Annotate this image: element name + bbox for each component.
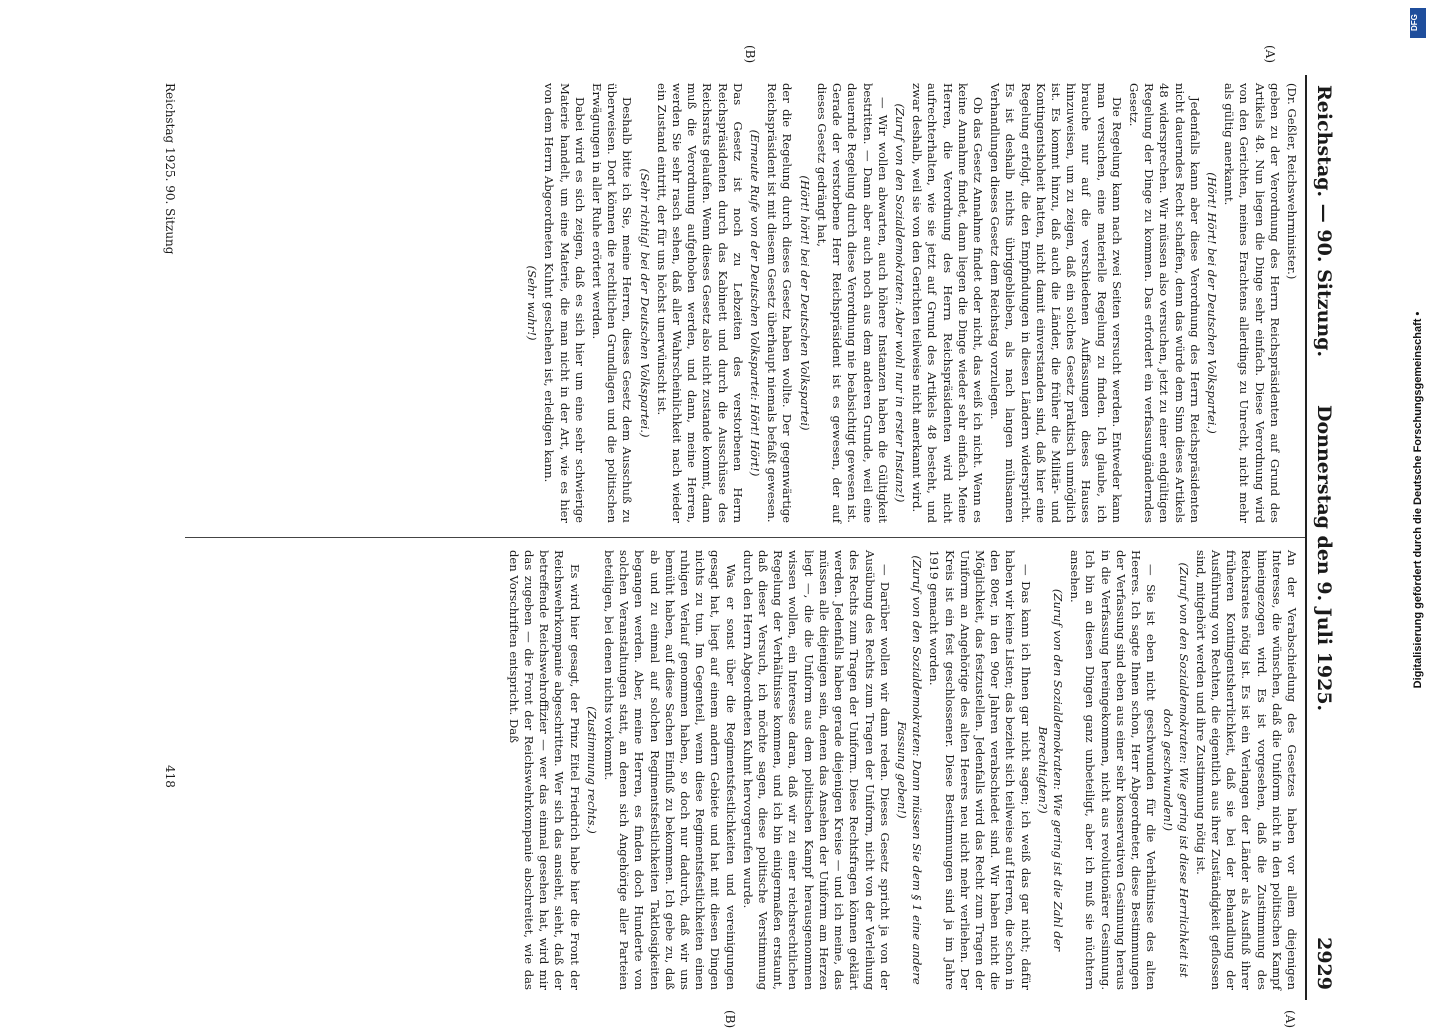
paragraph: geben zu der Verordnung des Herrn Reichspräsidenten auf Grund des Artikels 48. Nun liegen die Dinge sehr einfach. Diese Verordnung wird von den Gerichten, meines Erachtens allerdings zu Unrecht, nicht mehr als gültig anerkannt. (1222, 83, 1282, 523)
page-number: 2929 (1313, 937, 1335, 990)
paragraph: — Das kann ich Ihnen gar nicht sagen; ich weiß das gar nicht; dafür haben wir keine Listen; das bezieht sich teilweise auf Herren, die schon in den 80er, in den 90er Jahren verabschiedet sind. Wir haben nicht die Möglichkeit, das festzustellen. Jedenfalls wird das Recht zum Tragen der Uniform an Angehörige des alten Heeres neu nicht mehr verliehen. Der Kreis ist ein fest geschlossener. Diese Bestimmungen sind ja im Jahre 1919 gemacht worden. (927, 550, 1033, 990)
column-divider (185, 537, 1305, 538)
margin-mark-a-right: (A) (1283, 1010, 1297, 1028)
paragraph: — Wir wollen abwarten, auch höhere Instanzen haben die Gültigkeit bestritten. — Dann aber auch noch aus dem anderen Grunde, weil eine dauernde Regelung durch diese Verordnung nie beabsichtigt gewesen ist. Gerade der verstorbene Herr Reichspräsident ist es gewesen, der auf dieses Gesetz gedrängt hat, (814, 83, 890, 523)
digitization-credit: Digitalisierung gefördert durch die Deutsche Forschungsgemeinschaft • (1412, 311, 1424, 689)
paragraph: Die Regelung kann nach zwei Seiten versucht werden. Entweder kann man versuchen, eine materielle Regelung zu finden. Ich glaube, ich brauche nur auf die verschiedenen Auffassungen dieses Hauses hinzuweisen, um zu zeigen, daß ein solches Gesetz praktisch unmöglich ist. Es kommt hinzu, daß auch die Länder, die früher die Militär- und Kontingentshoheit hatten, nicht damit einverstanden sind, daß hier eine Regelung erfolgt, die den Empfindungen in diesen Ländern widerspricht. Es ist deshalb nichts übriggeblieben, als nach langen mühsamen Verhandlungen dieses Gesetz dem Reichstag vorzulegen. (988, 83, 1124, 523)
paragraph: Was er sonst über die Regimentsfestlichkeiten und vereinigungen gesagt hat, liegt auf einem andern Gebiete und hat mit diesen Dingen nichts zu tun. Im Gegenteil, wenn diese Regimentsfestlichkeiten einen ruhigen Verlauf genommen haben, so doch nur dadurch, daß wir uns bemüht haben, auf diese Sachen Einfluß zu bekommen. Ich gebe zu, daß ab und zu einmal auf solchen Regimentsfestlichkeiten Taktlosigkeiten begangen werden. Aber, meine Herren, es finden doch Hunderte von solchen Veranstaltungen statt, an denen sich Angehörige aller Parteien beteiligen, bei denen nichts vorkommt. (602, 550, 738, 990)
paragraph: An der Verabschiedung des Gesetzes haben vor allem diejenigen Interesse, die wünschen, daß die Uniform nicht in den politischen Kampf hineingezogen wird. Es ist vorgesehen, daß die Zustimmung des Reichsrates nötig ist. Es ist ein Verlangen der Länder als Ausfluß ihrer früheren Kontingentsherrlichkeit, daß sie bei der Behandlung der Ausführung von Rechten, die eigentlich aus ihrer Zuständigkeit geflossen sind, mitgehört werden und ihre Zustimmung nötig ist. (1193, 550, 1299, 990)
interjection: (Hört! hört! bei der Deutschen Volkspartei) (797, 175, 812, 431)
footer-sheet-number: 418 (163, 765, 177, 788)
interjection: (Zuruf von den Sozialdemokraten: Wie gering ist diese Herrlichkeit ist doch geschwunden!) (1161, 562, 1191, 978)
paragraph: Das Gesetz ist noch zu Lebzeiten des verstorbenen Herrn Reichspräsidenten durch das Kabinett und durch die Ausschüsse des Reichsrats gelaufen. Wenn dieses Gesetz also nicht zustande kommt, dann muß die Verordnung aufgehoben werden, und dann, meine Herren, werden Sie sehr rasch sehen, daß aller Wahrscheinlichkeit nach wieder ein Zustand eintritt, der für uns höchst unerwünscht ist. (654, 83, 745, 523)
interjection: (Zuruf von den Sozialdemokraten: Dann müssen Sie dem § 1 eine andere Fassung geben!) (894, 555, 925, 985)
interjection: (Erneute Rufe von der Deutschen Volkspartei: Hört! Hört!) (748, 129, 763, 477)
interjection: (Zuruf von den Sozialdemokraten: Aber wohl nur in erster Instanz!) (892, 103, 907, 503)
footer-session: Reichstag 1925. 90. Sitzung (163, 83, 177, 255)
margin-mark-a-left: (A) (1263, 45, 1277, 64)
interjection: (Sehr richtig! bei der Deutschen Volkspartei.) (637, 168, 652, 438)
paragraph: der die Regelung durch dieses Gesetz haben wollte. Der gegenwärtige Reichspräsident ist mit diesem Gesetz überhaupt niemals befaßt gewesen. (765, 83, 795, 523)
paragraph: — Sie ist eben nicht geschwunden für die Verhältnisse des alten Heeres. Ich sagte Ihnen schon, Herr Abgeordneter, diese Bestimmungen der Verfassung sind eben aus einer sehr konservativen Gesinnung heraus in die Verfassung hereingekommen, nicht aus revolutionärer Gesinnung. Ich bin an diesen Dingen ganz unbeteiligt, aber ich muß sie nüchtern ansehen. (1068, 550, 1159, 990)
paragraph: Deshalb bitte ich Sie, meine Herren, dieses Gesetz dem Ausschuß zu überweisen. Dort können die rechtlichen Grundlagen und die politischen Erwägungen in aller Ruhe erörtert werden. (590, 83, 635, 523)
header-session: Reichstag. — 90. Sitzung. (1313, 85, 1335, 358)
margin-mark-b-right: (B) (723, 1010, 737, 1028)
scanned-page (87, 45, 1337, 1028)
page-header (1309, 75, 1337, 1000)
interjection: (Sehr wahr!) (525, 265, 540, 341)
dfg-logo-label: DFG (1410, 14, 1419, 32)
margin-mark-b-left: (B) (743, 45, 757, 64)
paragraph: Dabei wird es sich zeigen, daß es sich hier um eine sehr schwierige Materie handelt, um eine Materie, die man nicht in der Art, wie es hier von dem Herrn Abgeordneten Kuhnt geschehen ist, erledigen kann. (542, 83, 587, 523)
interjection: (Zustimmung rechts.) (584, 706, 599, 834)
header-date: Donnerstag den 9. Juli 1925. (1313, 405, 1335, 712)
left-column (522, 83, 1299, 523)
paragraph: Ob das Gesetz Annahme findet oder nicht, das weiß ich nicht. Wenn es keine Annahme findet, dann liegen die Dinge wieder sehr einfach. Meine Herren, die Verordnung des Herrn Reichspräsidenten wird nicht aufrechterhalten, wie sie jetzt auf Grund des Artikels 48 besteht, und zwar deshalb, weil sie von den Gerichten teilweise nicht anerkannt wird. (910, 83, 985, 523)
right-column (504, 550, 1299, 990)
interjection: (Zuruf von den Sozialdemokraten: Wie gering ist die Zahl der Berechtigten?) (1035, 588, 1065, 952)
interjection: (Hört! Hört! bei der Deutschen Volkspartei.) (1204, 172, 1219, 434)
header-rule (1305, 75, 1307, 1000)
paragraph: Jedenfalls kann aber diese Verordnung des Herrn Reichspräsidenten nicht dauerndes Recht schaffen, denn das würde dem Sinn dieses Artikels 48 widersprechen. Wir müssen also versuchen, jetzt zu einer endgültigen Regelung der Dinge zu kommen. Das erfordert ein verfassungänderndes Gesetz. (1126, 83, 1202, 523)
paragraph: — Darüber wollen wir dann reden. Dieses Gesetz spricht ja von der Ausübung des Rechts zum Tragen der Uniform, nicht von der Verleihung des Rechts zum Tragen der Uniform. Diese Rechtsfragen können geklärt werden. Jedenfalls haben gerade diejenigen Kreise — und ich meine, das müssen alle diejenigen sein, denen das Ansehen der Uniform am Herzen liegt —, die die Uniform aus dem politischen Kampf herausgenommen wissen wollen, ein Interesse daran, daß wir zu einer reichsrechtlichen Regelung der Verhältnisse kommen, und ich bin einigermaßen erstaunt, daß dieser Versuch, ich möchte sagen, diese politische Verstimmung durch den Herrn Abgeordneten Kuhnt hervorgerufen wurde. (740, 550, 892, 990)
paragraph: Es wird hier gesagt, der Prinz Eitel Friedrich habe hier die Front der Reichswehrkompanie abgeschritten. Wer sich das ansieht, sieht, daß der betreffende Reichswehroffizier — wer das einmal gesehen hat, wird mir das zugeben — die Front der Reichswehrkompanie abschreitet, wie das den Vorschriften entspricht. Daß (506, 550, 582, 990)
speaker-line: (Dr. Geßler, Reichswehrminister.) (1285, 83, 1299, 280)
